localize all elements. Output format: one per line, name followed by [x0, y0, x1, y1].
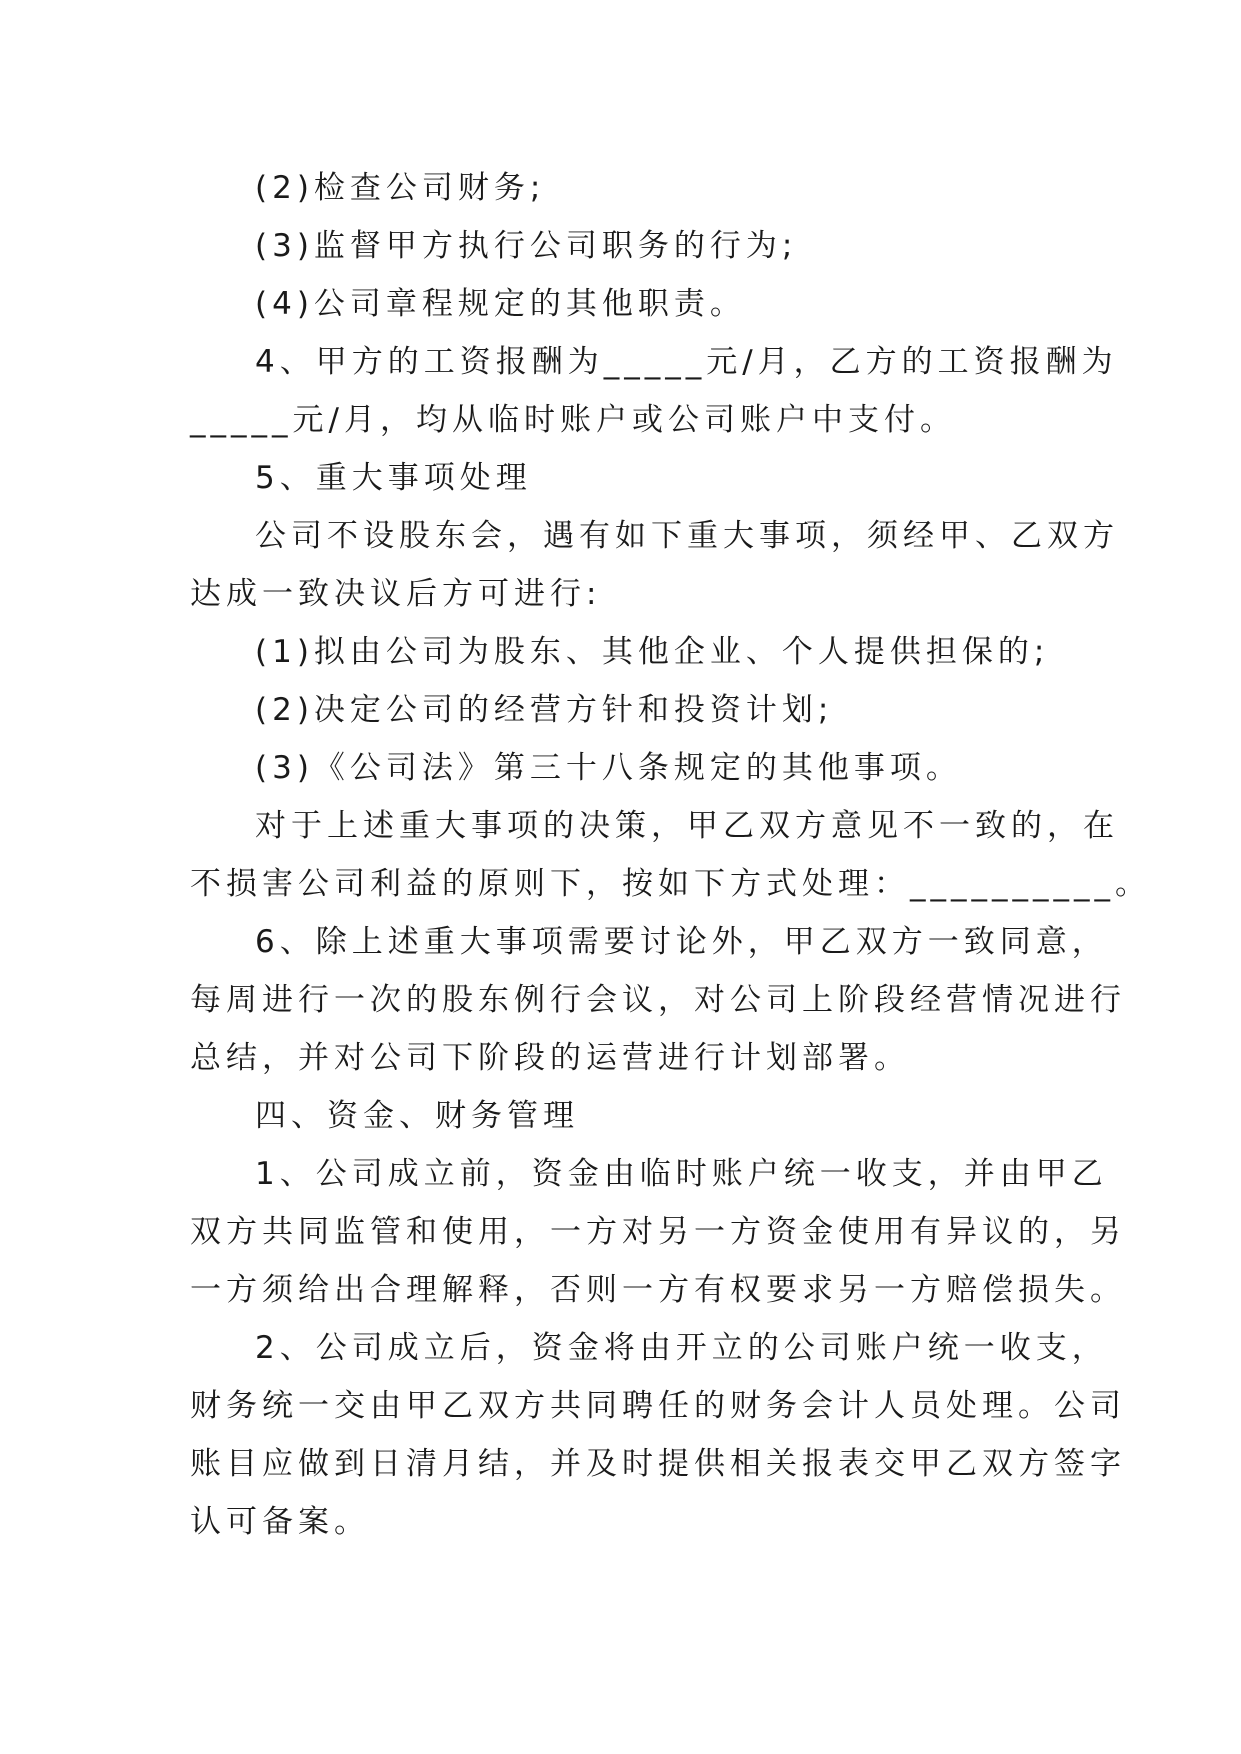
text-line: _____元/月，均从临时账户或公司账户中支付。: [190, 402, 956, 438]
text-line: (4)公司章程规定的其他职责。: [255, 286, 746, 322]
text-line: 不损害公司利益的原则下，按如下方式处理：__________。: [190, 866, 1151, 902]
text-line: 达成一致决议后方可进行:: [190, 576, 602, 612]
text-line: 2、公司成立后，资金将由开立的公司账户统一收支，: [255, 1330, 1108, 1366]
text-line: 1、公司成立前，资金由临时账户统一收支，并由甲乙: [255, 1156, 1108, 1192]
text-line: (3)监督甲方执行公司职务的行为;: [255, 228, 798, 264]
text-line: (1)拟由公司为股东、其他企业、个人提供担保的;: [255, 634, 1050, 670]
text-line: (3)《公司法》第三十八条规定的其他事项。: [255, 750, 962, 786]
section-heading: 5、重大事项处理: [255, 460, 532, 496]
text-line: 每周进行一次的股东例行会议，对公司上阶段经营情况进行: [190, 982, 1126, 1018]
text-line: 账目应做到日清月结，并及时提供相关报表交甲乙双方签字: [190, 1446, 1126, 1482]
text-line: 公司不设股东会，遇有如下重大事项，须经甲、乙双方: [255, 518, 1119, 554]
text-line: 双方共同监管和使用，一方对另一方资金使用有异议的，另: [190, 1214, 1126, 1250]
text-line: 认可备案。: [190, 1504, 370, 1540]
text-line: 财务统一交由甲乙双方共同聘任的财务会计人员处理。公司: [190, 1388, 1126, 1424]
text-line: 6、除上述重大事项需要讨论外，甲乙双方一致同意，: [255, 924, 1108, 960]
text-line: 一方须给出合理解释，否则一方有权要求另一方赔偿损失。: [190, 1272, 1126, 1308]
text-line: 4、甲方的工资报酬为_____元/月，乙方的工资报酬为: [255, 344, 1118, 380]
section-heading: 四、资金、财务管理: [255, 1098, 579, 1134]
text-line: (2)检查公司财务;: [255, 170, 546, 206]
text-line: 对于上述重大事项的决策，甲乙双方意见不一致的，在: [255, 808, 1119, 844]
text-line: 总结，并对公司下阶段的运营进行计划部署。: [190, 1040, 910, 1076]
text-line: (2)决定公司的经营方针和投资计划;: [255, 692, 834, 728]
